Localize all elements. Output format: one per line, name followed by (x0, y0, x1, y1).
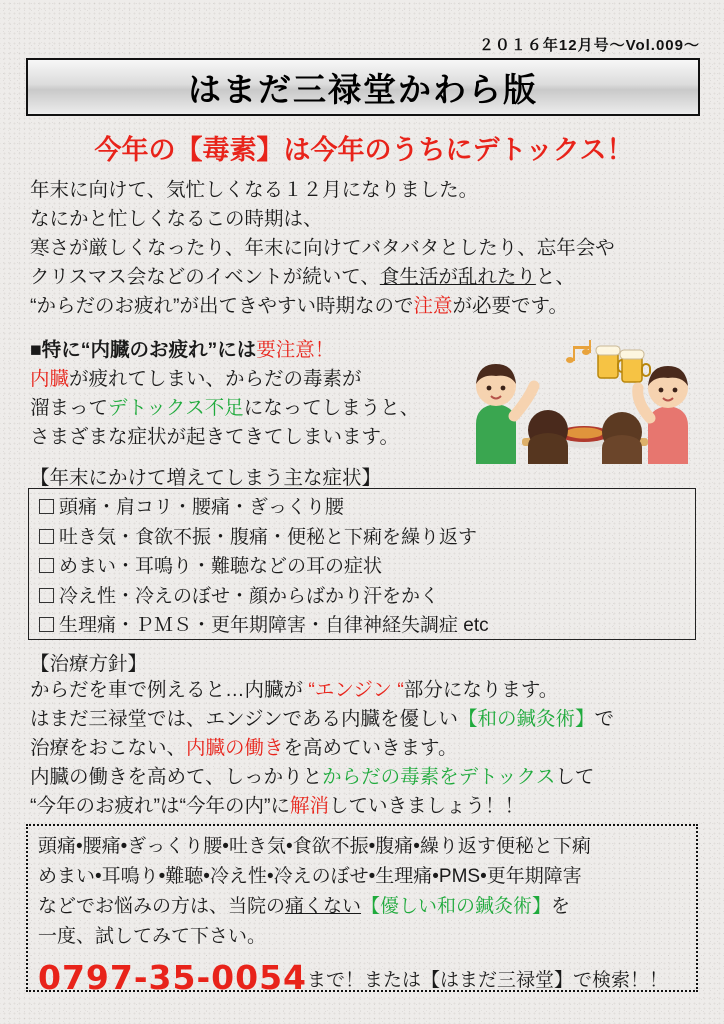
text-segment: を高めていきます。 (283, 737, 458, 759)
footer-line (38, 832, 686, 862)
text-segment: さまざまな症状が起きてきてしまいます。 (30, 426, 399, 448)
text-segment: めまい•耳鳴り•難聴•冷え性•冷えのぼせ•生理痛•PMS•更年期障害 (38, 866, 582, 887)
text-segment: 痛くない (285, 896, 362, 917)
text-segment: して (555, 766, 595, 788)
text-segment: 注意 (413, 295, 453, 317)
checkbox-icon[interactable] (39, 529, 54, 544)
text-segment: 内臓の働きを高めて、しっかりと (30, 766, 323, 788)
text-segment: なにかと忙しくなるこの時期は、 (30, 208, 323, 230)
checkbox-icon[interactable] (39, 588, 54, 603)
party-people-beer-illustration (462, 338, 702, 464)
text-segment: からだを車で例えると…内臓が (30, 679, 309, 701)
treatment-paragraph (30, 676, 702, 821)
organ-line (30, 423, 460, 452)
intro-line (30, 176, 698, 205)
phone-tail-text: まで！または【はまだ三禄堂】で検索！！ (307, 970, 669, 991)
text-segment: 一度、試してみて下さい。 (38, 926, 267, 947)
symptoms-heading: 【年末にかけて増えてしまう主な症状】 (30, 467, 382, 489)
symptom-label: めまい・耳鳴り・難聴などの耳の症状 (59, 556, 383, 577)
text-segment: クリスマス会などのイベントが続いて、 (30, 266, 380, 288)
text-segment: “エンジン “ (308, 679, 404, 701)
symptom-item[interactable] (39, 523, 685, 553)
intro-line (30, 292, 698, 321)
symptom-label: 生理痛・ＰＭＳ・更年期障害・自律神経失調症 etc (59, 615, 489, 636)
text-segment: を (551, 896, 571, 917)
text-segment: になってしまうと、 (243, 397, 420, 419)
treatment-line (30, 792, 702, 821)
symptom-label: 吐き気・食欲不振・腹痛・便秘と下痢を繰り返す (59, 526, 478, 548)
intro-line (30, 263, 698, 292)
text-segment: と、 (535, 266, 575, 288)
organ-line (30, 336, 460, 365)
text-segment: 【和の鍼灸術】 (458, 708, 595, 730)
intro-paragraph (30, 176, 698, 321)
contact-box (26, 824, 698, 997)
issue-label: ２０１６年12月号〜Vol.009〜 (478, 37, 700, 54)
text-segment: していきましょう！！ (329, 795, 525, 817)
title-banner (26, 58, 700, 116)
footer-line (38, 892, 686, 922)
text-segment: 年末に向けて、気忙しくなる１２月になりました。 (30, 179, 479, 201)
organ-line (30, 365, 460, 394)
intro-line (30, 205, 698, 234)
text-segment: はまだ三禄堂では、エンジンである内臓を優しい (30, 708, 459, 730)
treatment-line (30, 734, 702, 763)
text-segment: デトックス不足 (108, 397, 244, 419)
organ-fatigue-section (30, 336, 460, 452)
footer-line (38, 922, 686, 952)
symptom-item[interactable] (39, 611, 685, 641)
footer-line (38, 862, 686, 892)
headline: 今年の【毒素】は今年のうちにデトックス！ (94, 135, 634, 165)
symptom-item[interactable] (39, 552, 685, 582)
text-segment: “からだのお疲れ”が出てきやすい時期なので (30, 295, 414, 317)
text-segment: 要注意！ (256, 339, 335, 361)
symptoms-checklist (28, 488, 696, 640)
text-segment: からだの毒素をデトックス (322, 766, 556, 788)
checkbox-icon[interactable] (39, 617, 54, 632)
organ-line (30, 394, 460, 423)
checkbox-icon[interactable] (39, 558, 54, 573)
text-segment: 治療をおこない、 (30, 737, 187, 759)
symptom-item[interactable] (39, 493, 685, 523)
phone-number[interactable]: 0797-35-0054 (38, 958, 308, 997)
text-segment: 内臓 (30, 368, 70, 390)
text-segment: 溜まって (30, 397, 109, 419)
text-segment: 解消 (289, 795, 329, 817)
symptom-item[interactable] (39, 582, 685, 612)
text-segment: が疲れてしまい、からだの毒素が (69, 368, 362, 390)
text-segment: ■特に“内臓のお疲れ”には (30, 339, 257, 361)
treatment-heading: 【治療方針】 (30, 653, 148, 675)
symptom-label: 頭痛・肩コリ・腰痛・ぎっくり腰 (59, 497, 345, 518)
checkbox-icon[interactable] (39, 499, 54, 514)
text-segment: “今年のお疲れ”は“今年の内”に (30, 795, 290, 817)
text-segment: 内臓の働き (186, 737, 284, 759)
text-segment: で (594, 708, 615, 730)
text-segment: 部分になります。 (403, 679, 559, 701)
treatment-line (30, 763, 702, 792)
text-segment: 食生活が乱れたり (379, 266, 536, 288)
text-segment: などでお悩みの方は、当院の (38, 896, 286, 917)
treatment-line (30, 676, 702, 705)
treatment-line (30, 705, 702, 734)
text-segment: 頭痛•腰痛•ぎっくり腰•吐き気•食欲不振•腹痛•繰り返す便秘と下痢 (38, 836, 591, 857)
page-title: はまだ三禄堂かわら版 (188, 69, 538, 109)
phone-row (38, 958, 686, 997)
text-segment: 寒さが厳しくなったり、年末に向けてバタバタとしたり、忘年会や (30, 237, 615, 259)
text-segment: が必要です。 (452, 295, 568, 317)
text-segment: 【優しい和の鍼灸術】 (361, 896, 552, 917)
intro-line (30, 234, 698, 263)
symptom-label: 冷え性・冷えのぼせ・顔からばかり汗をかく (59, 585, 440, 607)
